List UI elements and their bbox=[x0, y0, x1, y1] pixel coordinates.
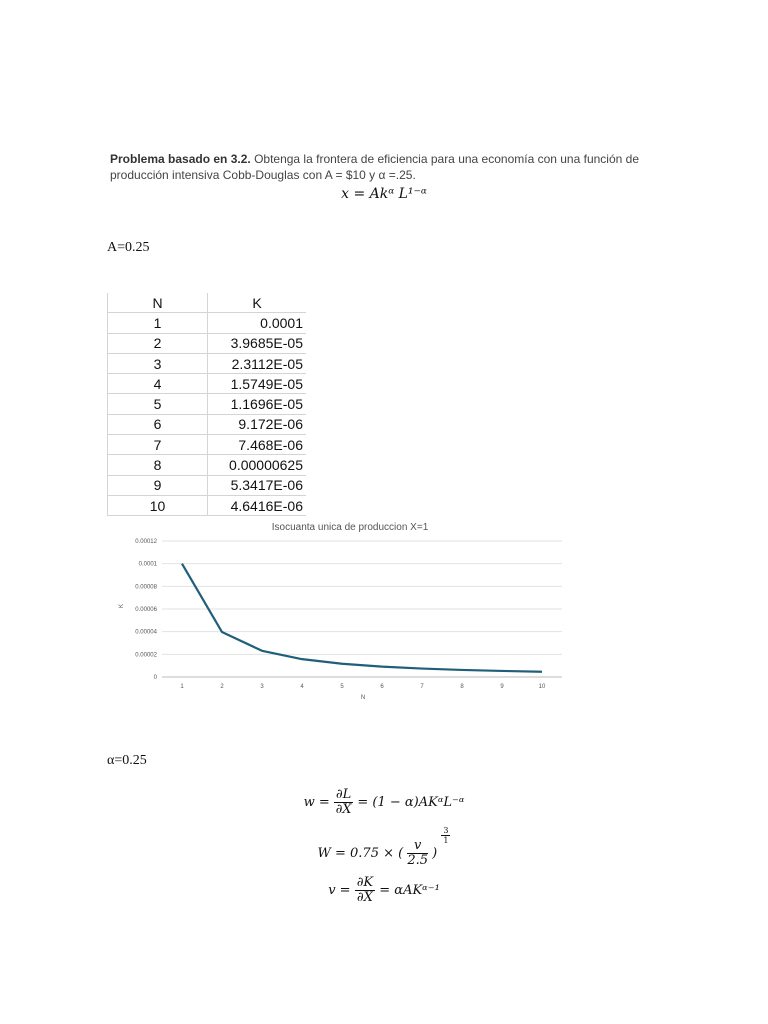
v-rhs: = αAKᵅ⁻¹ bbox=[379, 883, 440, 898]
table-cell-k: 2.3112E-05 bbox=[208, 353, 307, 373]
w-denominator: ∂X bbox=[335, 802, 352, 817]
chart-y-axis-label: K bbox=[119, 603, 125, 609]
v-lhs: v = bbox=[328, 883, 351, 898]
chart-y-tick-label: 0.00002 bbox=[135, 652, 157, 659]
alpha-value-line: α=0.25 bbox=[107, 753, 147, 768]
chart-x-tick-label: 2 bbox=[220, 684, 224, 690]
chart-x-tick-label: 9 bbox=[500, 684, 504, 690]
table-row bbox=[108, 313, 307, 333]
w-fraction bbox=[334, 788, 353, 817]
table-row bbox=[108, 455, 307, 475]
v-denominator: ∂X bbox=[356, 890, 373, 905]
table-cell-k: 9.172E-06 bbox=[208, 414, 307, 434]
table-row bbox=[108, 495, 307, 515]
table-cell-k: 0.0001 bbox=[208, 313, 307, 333]
chart-y-tick-label: 0.00006 bbox=[135, 607, 157, 613]
W-denominator: 2.5 bbox=[407, 853, 429, 868]
isoquant-chart bbox=[110, 518, 570, 708]
table-cell-k: 0.00000625 bbox=[208, 455, 307, 475]
table-cell-n: 7 bbox=[108, 435, 208, 455]
W-numerator: v bbox=[407, 839, 428, 854]
table-cell-k: 1.5749E-05 bbox=[208, 374, 307, 394]
table-header-n: N bbox=[108, 293, 208, 313]
a-value-line: A=0.25 bbox=[107, 240, 150, 255]
chart-x-tick-label: 5 bbox=[340, 684, 344, 690]
w-numerator: ∂L bbox=[335, 787, 352, 802]
table-cell-n: 1 bbox=[108, 313, 208, 333]
problem-title: Problema basado en 3.2. bbox=[110, 152, 251, 166]
table-cell-n: 5 bbox=[108, 394, 208, 414]
w-rhs: = (1 − α)AKᵅL⁻ᵅ bbox=[357, 795, 465, 810]
table-cell-k: 4.6416E-06 bbox=[208, 495, 307, 515]
n-k-table bbox=[107, 293, 306, 516]
chart-svg bbox=[110, 518, 570, 708]
production-function-formula: x = Akᵅ L¹⁻ᵅ bbox=[341, 186, 427, 202]
chart-x-tick-label: 8 bbox=[460, 684, 464, 690]
table-cell-k: 1.1696E-05 bbox=[208, 394, 307, 414]
rental-formula bbox=[0, 876, 768, 905]
table-cell-k: 3.9685E-05 bbox=[208, 333, 307, 353]
wage-formula bbox=[0, 788, 768, 817]
table-cell-n: 10 bbox=[108, 495, 208, 515]
chart-x-tick-label: 4 bbox=[300, 684, 304, 690]
w-lhs: w = bbox=[303, 795, 330, 810]
table-cell-n: 8 bbox=[108, 455, 208, 475]
v-numerator: ∂K bbox=[356, 875, 374, 890]
W-exponent bbox=[441, 826, 450, 845]
W-fraction bbox=[407, 839, 428, 868]
table-cell-n: 3 bbox=[108, 353, 208, 373]
chart-y-tick-label: 0 bbox=[153, 675, 157, 681]
table-cell-n: 9 bbox=[108, 475, 208, 495]
chart-series-line bbox=[182, 564, 542, 672]
problem-statement bbox=[110, 151, 670, 183]
table-row bbox=[108, 333, 307, 353]
chart-y-tick-label: 0.00008 bbox=[135, 584, 157, 591]
table-row bbox=[108, 353, 307, 373]
table-row bbox=[108, 435, 307, 455]
table-row bbox=[108, 475, 307, 495]
table-header-k: K bbox=[208, 293, 307, 313]
chart-y-tick-label: 0.00012 bbox=[135, 539, 157, 545]
chart-title: Isocuanta unica de produccion X=1 bbox=[271, 522, 429, 533]
v-fraction bbox=[355, 876, 375, 905]
table-cell-k: 5.3417E-06 bbox=[208, 475, 307, 495]
chart-x-axis-label: N bbox=[360, 695, 366, 701]
chart-x-tick-label: 1 bbox=[180, 684, 184, 690]
table-row bbox=[108, 374, 307, 394]
table-cell-n: 6 bbox=[108, 414, 208, 434]
chart-x-tick-label: 6 bbox=[380, 684, 384, 690]
problem-text: Obtenga la frontera de eficiencia para una economía con una función de producción intensiva Cobb-Douglas con A = $10 y α =.25. bbox=[110, 152, 639, 182]
W-lhs: W = 0.75 × ( bbox=[317, 846, 404, 861]
W-exp-denominator: 1 bbox=[443, 836, 449, 845]
table-cell-n: 4 bbox=[108, 374, 208, 394]
chart-x-tick-label: 7 bbox=[420, 684, 424, 690]
table-cell-n: 2 bbox=[108, 333, 208, 353]
W-exp-numerator: 3 bbox=[443, 826, 449, 835]
W-formula bbox=[0, 826, 768, 868]
chart-y-tick-label: 0.00004 bbox=[135, 629, 157, 636]
chart-x-tick-label: 3 bbox=[260, 684, 264, 690]
table-row bbox=[108, 394, 307, 414]
chart-y-tick-label: 0.0001 bbox=[138, 561, 157, 568]
table-cell-k: 7.468E-06 bbox=[208, 435, 307, 455]
chart-x-tick-label: 10 bbox=[538, 684, 546, 690]
table-row bbox=[108, 414, 307, 434]
W-close-paren: ) bbox=[432, 846, 438, 861]
